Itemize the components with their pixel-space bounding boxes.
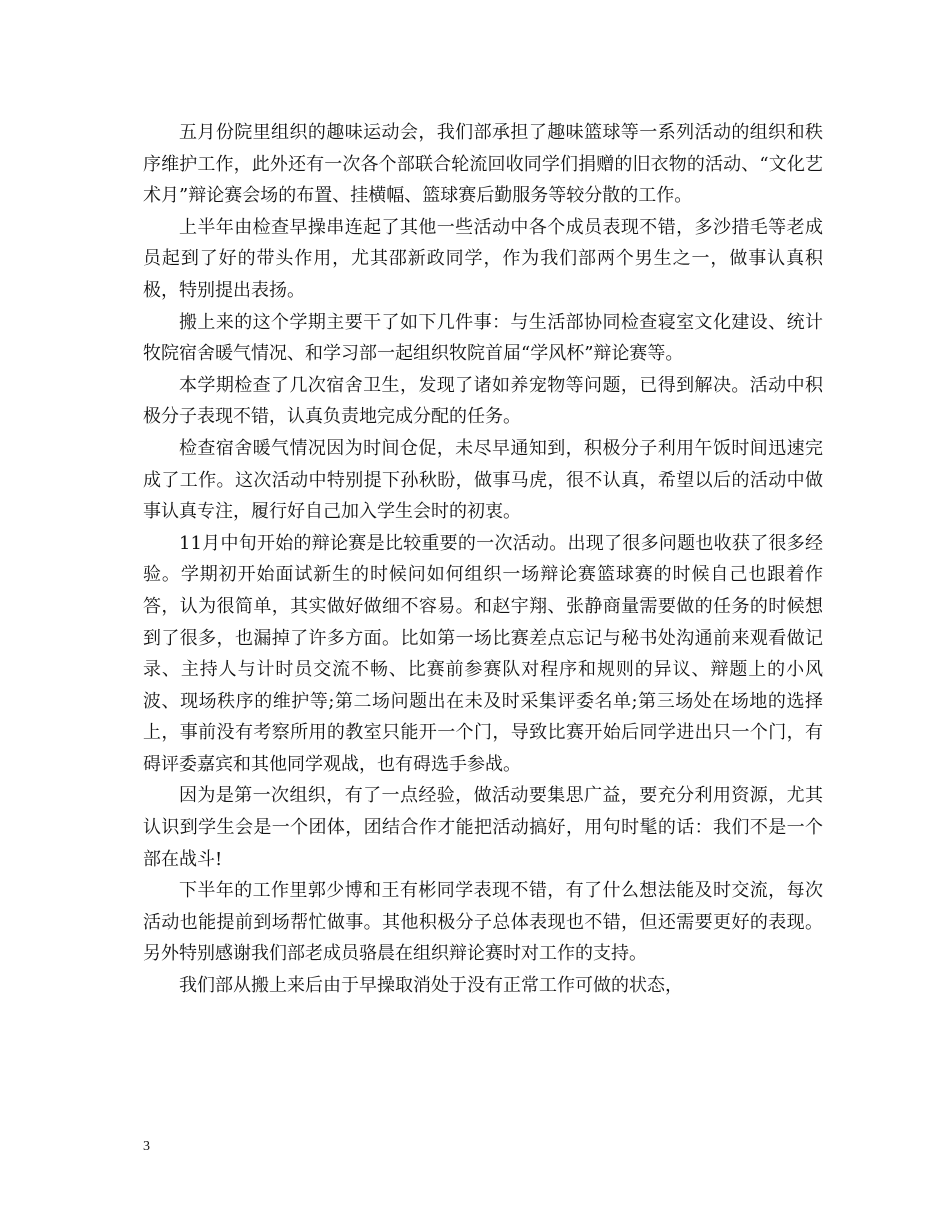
paragraph-2: 上半年由检查早操串连起了其他一些活动中各个成员表现不错，多沙措毛等老成员起到了好的带头作用，尤其邵新政同学，作为我们部两个男生之一，做事认真积极，特别提出表扬。 xyxy=(143,216,823,301)
paragraph-1: 五月份院里组织的趣味运动会，我们部承担了趣味篮球等一系列活动的组织和秩序维护工作，此外还有一次各个部联合轮流回收同学们捐赠的旧衣物的活动、“文化艺术月”辩论赛会场的布置、挂横幅、篮球赛后勤服务等较分散的工作。 xyxy=(143,122,823,207)
paragraph-6: 11月中旬开始的辩论赛是比较重要的一次活动。出现了很多问题也收获了很多经验。学期初开始面试新生的时候问如何组织一场辩论赛篮球赛的时候自己也跟着作答，认为很简单，其实做好做细不容易。和赵宇翔、张静商量需要做的任务的时候想到了很多，也漏掉了许多方面。比如第一场比赛差点忘记与秘书处沟通前来观看做记录、主持人与计时员交流不畅、比赛前参赛队对程序和规则的异议、辩题上的小风波、现场秩序的维护等;第二场问题出在未及时采集评委名单;第三场处在场地的选择上，事前没有考察所用的教室只能开一个门，导致比赛开始后同学进出只一个门，有碍评委嘉宾和其他同学观战，也有碍选手参战。 xyxy=(143,532,823,775)
paragraph-7: 因为是第一次组织，有了一点经验，做活动要集思广益，要充分利用资源，尤其认识到学生会是一个团体，团结合作才能把活动搞好，用句时髦的话：我们不是一个部在战斗! xyxy=(143,785,823,870)
paragraph-8: 下半年的工作里郭少博和王有彬同学表现不错，有了什么想法能及时交流，每次活动也能提前到场帮忙做事。其他积极分子总体表现也不错，但还需要更好的表现。另外特别感谢我们部老成员骆晨在组织辩论赛时对工作的支持。 xyxy=(143,880,823,965)
paragraph-4: 本学期检查了几次宿舍卫生，发现了诸如养宠物等问题，已得到解决。活动中积极分子表现不错，认真负责地完成分配的任务。 xyxy=(143,374,823,428)
paragraph-3: 搬上来的这个学期主要干了如下几件事：与生活部协同检查寝室文化建设、统计牧院宿舍暖气情况、和学习部一起组织牧院首届“学风杯”辩论赛等。 xyxy=(143,311,823,365)
page-number: 3 xyxy=(143,1139,150,1154)
document-body xyxy=(143,117,823,1002)
paragraph-5: 检查宿舍暖气情况因为时间仓促，未尽早通知到，积极分子利用午饭时间迅速完成了工作。这次活动中特别提下孙秋盼，做事马虎，很不认真，希望以后的活动中做事认真专注，履行好自己加入学生会时的初衷。 xyxy=(143,437,823,523)
paragraph-9: 我们部从搬上来后由于早操取消处于没有正常工作可做的状态， xyxy=(179,975,683,997)
